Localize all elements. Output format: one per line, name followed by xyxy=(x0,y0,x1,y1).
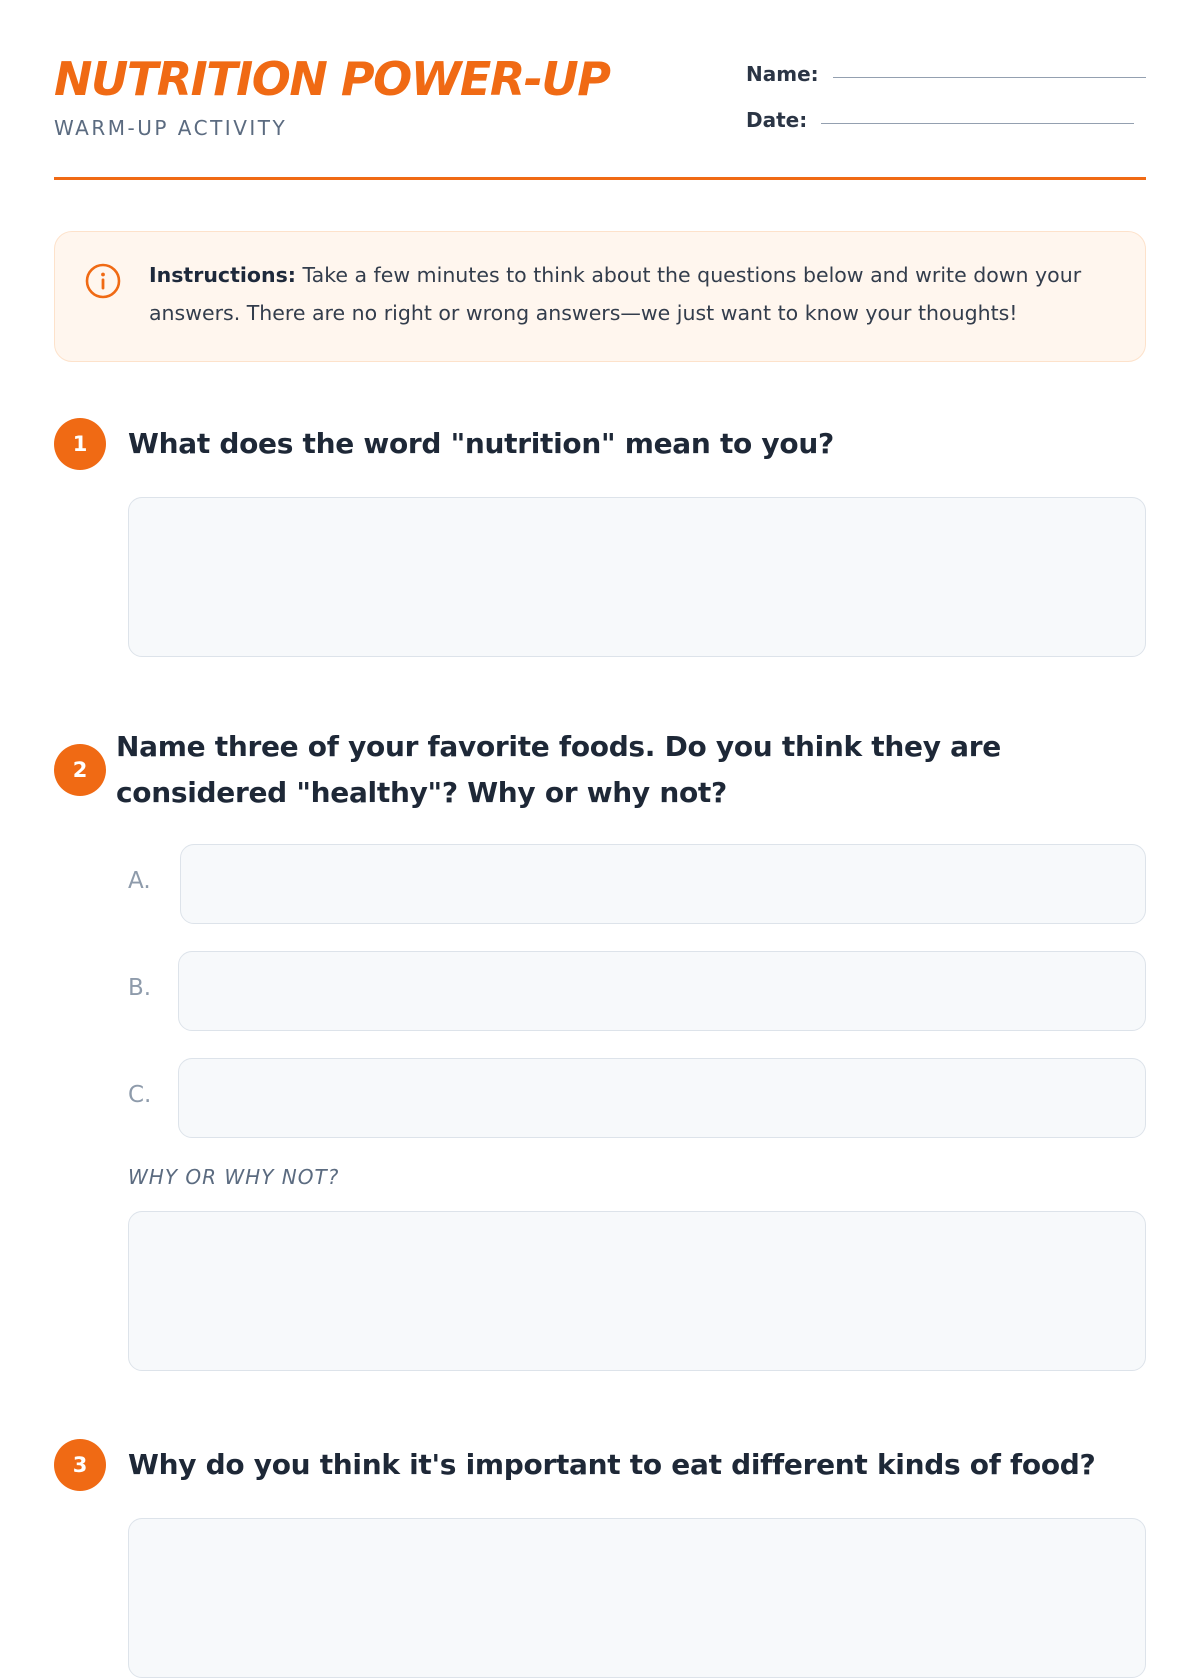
date-label: Date: xyxy=(746,108,808,132)
question-3-number-badge: 3 xyxy=(54,1439,106,1491)
worksheet-header xyxy=(54,0,1146,180)
name-input-line[interactable] xyxy=(833,77,1146,78)
name-field xyxy=(746,62,1146,86)
option-c-letter: C. xyxy=(128,1082,152,1108)
name-label: Name: xyxy=(746,62,819,86)
worksheet-subtitle: WARM-UP ACTIVITY xyxy=(54,116,288,140)
instructions-body: Take a few minutes to think about the questions below and write down your answers. There are no right or wrong answers—we just want to know your thoughts! xyxy=(149,263,1082,325)
date-field xyxy=(746,108,1146,132)
question-2-text: Name three of your favorite foods. Do you think they are considered "healthy"? Why or why not? xyxy=(116,730,1001,809)
instructions-label: Instructions: xyxy=(149,263,296,287)
why-or-why-not-label: WHY OR WHY NOT? xyxy=(128,1165,340,1189)
instructions-text xyxy=(149,256,1109,332)
question-3-text: Why do you think it's important to eat different kinds of food? xyxy=(128,1448,1096,1481)
info-icon xyxy=(85,263,121,299)
option-a-answer-box[interactable] xyxy=(180,844,1146,924)
instructions-box xyxy=(54,231,1146,362)
option-b-letter: B. xyxy=(128,975,152,1001)
option-b-answer-box[interactable] xyxy=(178,951,1146,1031)
option-c-answer-box[interactable] xyxy=(178,1058,1146,1138)
option-a-letter: A. xyxy=(128,868,151,894)
question-2-number-badge: 2 xyxy=(54,744,106,796)
question-1-text: What does the word "nutrition" mean to you? xyxy=(128,427,834,460)
date-input-line[interactable] xyxy=(821,123,1134,124)
worksheet-page xyxy=(54,0,1146,1481)
worksheet-title: NUTRITION POWER-UP xyxy=(54,52,610,106)
why-answer-box[interactable] xyxy=(128,1211,1146,1371)
question-1-number-badge: 1 xyxy=(54,418,106,470)
question-1-answer-box[interactable] xyxy=(128,497,1146,657)
question-3-answer-box[interactable] xyxy=(128,1518,1146,1678)
